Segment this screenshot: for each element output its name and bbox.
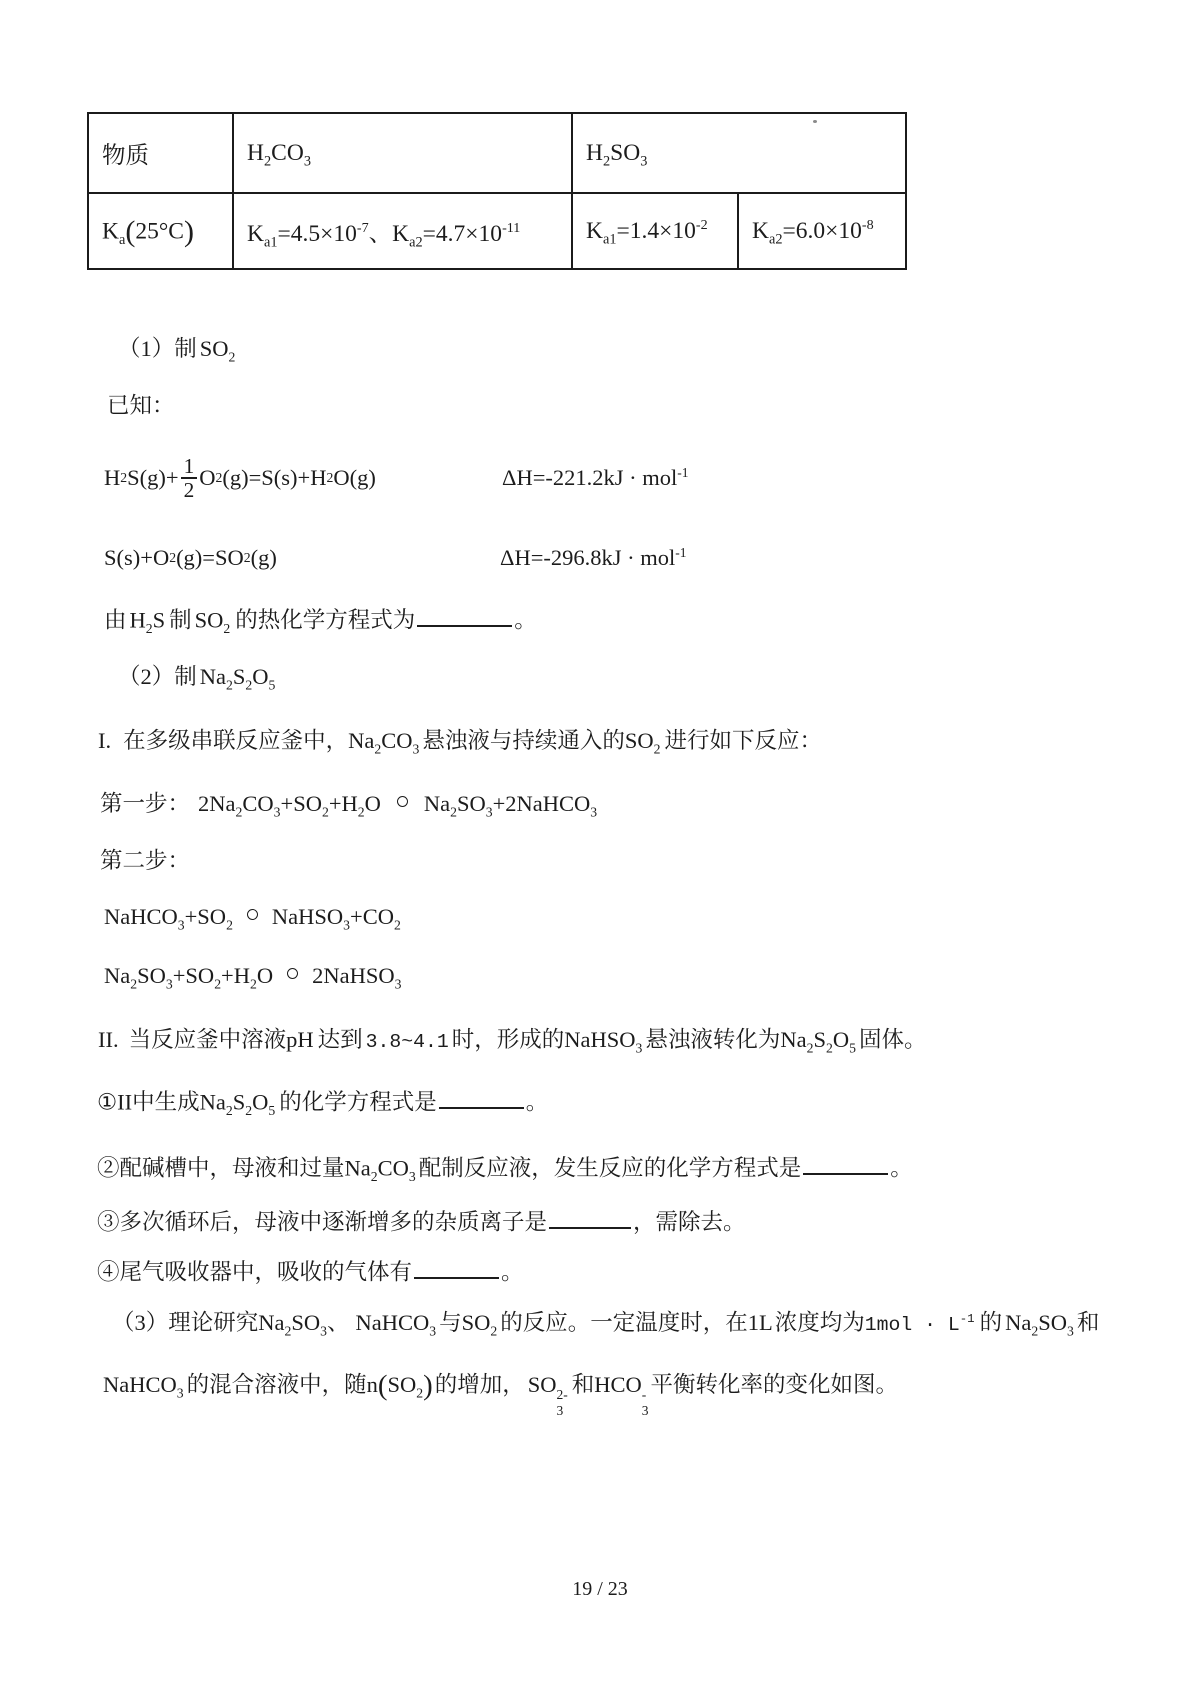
reaction-circle-symbol [397,796,408,807]
process-ii-desc: II. 当反应釜中溶液pH 达到 3.8~4.1 时，形成的NaHSO$_3$ 悬浊液转化为$Na_2S_2O_5$ 固体。 [98,1027,927,1056]
cell-h2co3-ka-values: $K_{a1}=4.5\times 10^{-7}$、$K_{a2}=4.7\times 10^{-11}$ [233,193,572,269]
delta-h-value: ΔH=-296.8kJ · mol$^{-1}$ [500,544,687,570]
step2-equation-1: $NaHCO_3+SO_2$ $NaHSO_3+CO_2$ [104,904,401,933]
thermo-equation-question: 由 $H_2S$ 制 $SO_2$ 的热化学方程式为 。 [104,604,537,635]
cell-h2so3-header: $H_2SO_3$ [572,113,906,193]
reaction-circle-symbol [287,968,298,979]
step1-equation: 第一步： $2Na_2CO_3+SO_2+H_2O$ $Na_2SO_3+2NaHCO_3$ [100,791,598,820]
table-row [88,193,906,269]
answer-blank [417,604,512,627]
sub-question-1: ①II中生成$Na_2S_2O_5$ 的化学方程式是 。 [97,1086,548,1117]
known-label: 已知： [107,393,175,418]
reaction-circle-symbol [247,909,258,920]
eq-sulfur-oxidation: S(s)+O 2 (g)=SO 2 (g) ΔH=-296.8kJ · mol$^{-1}$ [104,538,277,578]
cell-substance-header: 物质 [88,113,233,193]
sub-question-4: ④尾气吸收器中，吸收的气体有 。 [97,1256,524,1287]
answer-blank [803,1152,888,1175]
table-row [88,113,906,193]
cell-h2so3-ka1-value: $K_{a1}=1.4\times 10^{-2}$ [572,193,738,269]
q2-heading: （2）制 $Na_2S_2O_5$ [118,664,276,693]
ink-speck [813,120,817,123]
answer-blank [549,1206,631,1229]
answer-blank [439,1086,524,1109]
process-i-intro: I. 在多级串联反应釜中，$Na_2CO_3$ 悬浊液与持续通入的$SO_2$ 进行如下反应： [98,728,823,757]
q1-heading: （1）制 $SO_2$ [118,336,236,365]
cell-ka-label: $K_a(25^\circ C)$ [88,193,233,269]
delta-h-value: ΔH=-221.2kJ · mol$^{-1}$ [502,464,689,490]
step2-label: 第二步： [100,848,191,873]
acid-dissociation-constants-table [87,112,907,270]
sub-question-2: ②配碱槽中，母液和过量$Na_2CO_3$ 配制反应液，发生反应的化学方程式是 。 [97,1152,913,1183]
cell-h2so3-ka2-value: $K_{a2}=6.0\times 10^{-8}$ [738,193,906,269]
page-footer: 19 / 23 [572,1578,628,1600]
q3-intro-line1: （3）理论研究$Na_2SO_3$、 NaHCO$_3$ 与$SO_2$ 的反应。一定温度时，在1L浓度均为$1mol \cdot L^{-1}$ 的 $Na_2SO_3$ 和 [112,1310,1100,1339]
cell-h2co3-header: $H_2CO_3$ [233,113,572,193]
step2-equation-2: $Na_2SO_3+SO_2+H_2O$ 2NaHSO$_3$ [104,963,402,992]
answer-blank [414,1256,499,1279]
sub-question-3: ③多次循环后，母液中逐渐增多的杂质离子是 ，需除去。 [97,1206,746,1237]
eq-h2s-half-oxidation: H 2 S(g)+ $\frac{1}{2}$ O 2 (g)=S(s)+H 2 O(g) ΔH=-221.2kJ · mol$^{-1}$ [104,453,689,502]
q3-intro-line2: NaHCO$_3$ 的混合溶液中，随$n(SO_2)$的增加， SO 2- 3 和HCO - 3 平衡转化率的变化如图。 [103,1369,899,1418]
